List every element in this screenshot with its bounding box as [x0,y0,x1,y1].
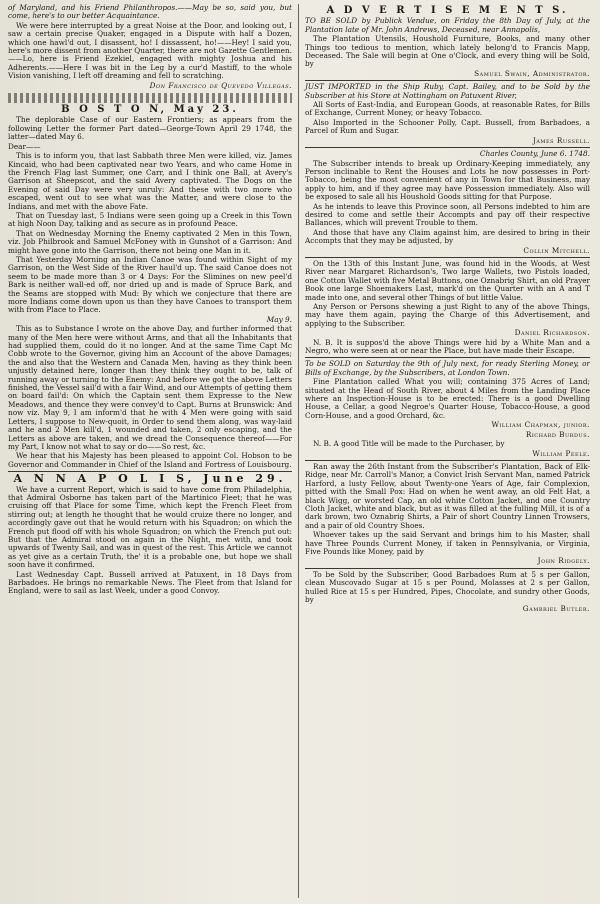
advert-runaway [305,463,590,566]
advert-signature: Collin Mitchell. [523,245,590,255]
advert-body: Also Imported in the Schooner Polly, Capt. Bussell, from Barbadoes, a Parcel of Rum and Sugar. [305,117,590,136]
advert-body: Fine Plantation called What you will; containing 375 Acres of Land; situated at the Head of South River, about 4 Miles from the Landing Place where an Inspection-House is to be erected: There is a good Dwelling House, a Cellar, a good Negroe's Quarter House, Tobacco-House, a good Corn-House, and a good Orchard, &c. [305,377,590,420]
page-columns [8,4,594,898]
advert-signature: John Ridgely. [537,556,590,566]
advert-ordinary-keeping [305,150,590,255]
boston-paragraph: That on Wednesday Morning the Enemy captivated 2 Men in this Town, viz. Job Philbrook and Samuel McFoney with in Gunshot of a Garrison: And might have gone into the Garrison, there not being one Man in it. [8,228,292,255]
advert-body: To be Sold by the Subscriber, Good Barbadoes Rum at 5 s per Gallon, clean Muscovado Sugar at 15 s per Pound, Molasses at 2 s per Gallon, hulled Rice at 15 s per Hundred, Pipes, Chocolate, and sundry other Goods, by [305,569,590,604]
advert-rum-sugar [305,571,590,614]
advert-signature: Richard Burdus. [525,429,590,439]
advert-title: TO BE SOLD by Publick Vendue, on Friday the 8th Day of July, at the Plantation late of Mr. John Andrews, Deceased, near Annapolis, [305,16,590,34]
advert-title: JUST IMPORTED in the Ship Ruby, Capt. Bailey, and to be Sold by the Subscriber at his Store at Nottingham on Patuxent River, [305,82,590,100]
advert-body: Whoever takes up the said Servant and brings him to his Master, shall have Three Pounds Current Money, if taken in Pennsylvania, or Virginia, Five Pounds like Money, paid by [305,530,590,556]
boston-paragraph: This is to inform you, that last Sabbath three Men were killed, viz. James Kincaid, who had been captivated near two Years, and who came Home in the French Flag last Summer, one Carr, and I think one Ball, at Avery's Garrison at Sheepscot, and the said Avery captivated. The Dogs on the Evening of said Day were very unruly: And these with two more who escaped, went out to see what was the Matter, and were close to the Indians, and met with the above Fate. [8,151,292,211]
boston-paragraph: We hear that his Majesty has been pleased to appoint Col. Hobson to be Governor and Commander in Chief of the Island and Fortress of Louisbourg. [8,451,292,469]
advert-body: Ran away the 26th Instant from the Subscriber's Plantation, Back of Elk-Ridge, near Mr. Carroll's Manor, a Convict Irish Servant Man, named Patrick Harford, a lusty Fellow, about Twenty-one Years of Age, fair Complexion, pitted with the Small Pox: Had on when he went away, an old Felt Hat, a black Wigg, or worsted Cap, an old white Cotton Jacket, and one Country Cloth Jacket, white and black, but as it was filled at the fulling Mill, it is of a dark brown, two Oznabrig Shirts, a Pair of short Country Linnen Trowsers, and a pair of old Country Shoes. [305,461,590,530]
intro-paragraph-2: We were here interrupted by a great Noise at the Door, and looking out, I saw a certain precise Quaker, engaged in a Dispute with half a Dozen, which one hawl'd out, I disassent, ho! I dissassent, ho!——Hey! I said you, here's more dissent from another Quarter, there are not Gazette Gentlemen.——Lo, here is Friend Ezekiel, engaged with mighty Joshua and his Adherents.——Here I was bit in the Leg by a cur'd Mastiff, to the whole Vision vanishing, I left off dreaming and fell to scratching. [8,20,292,81]
ornament-divider [8,93,292,103]
boston-paragraph: That on Tuesday last, 5 Indians were seen going up a Creek in this Town at high Noon Day, talking and as secure as in profound Peace. [8,210,292,229]
boston-paragraph: This as to Substance I wrote on the above Day, and further informed that many of the Men here were without Arms, and that all the Inhabitants that had supplied them, could do it no longer. And at the same Time Capt Mc Cobb wrote to the Governor, giving him an Account of the above Damages; the and also that the Western and Canada Men, having as they think been unjustly detained here, longer than they think they ought to be, talk of running away or turning to the Enemy: And before we got the above Letters finished, the Vessel sail'd with a fair Wind, and our Attempts of getting them on board fail'd: On which the Captain sent them Expresse to the New Meadows, and thence they were convey'd to Capt. Burns at Brunswick: And now viz. May 9, I am inform'd that he with 4 Men were going with said Letters, I suppose to New-quoit, in Order to send them along, was way-laid and he and 2 Men kill'd, 1 wounded and taken, 2 only escaping, and the Letters as above are taken, and we dread the Consequence thereof——For my Part, I know not what to say or do——So rest, &c. [8,324,292,451]
boston-paragraph: Dear—— [8,141,41,151]
left-column [8,4,299,898]
advert-body: Any Person or Persons shewing a just Right to any of the above Things, may have them again, paying the Charge of this Advertisement, and applying to the Subscriber. [305,302,590,328]
advert-body: The Plantation Utensils, Houshold Furniture, Books, and many other Things too tedious to mention, which lately belong'd to Francis Mapp, Deceased. The Sale will begin at One o'Clock, and every thing will be Sold, by [305,34,590,69]
advert-imported [305,83,590,145]
advert-vendue [305,17,590,78]
advert-body: On the 13th of this Instant June, was found hid in the Woods, at West River near Margaret Richardson's, Two large Wallets, two Pistols loaded, one Cotton Wallet with five Metal Buttons, one Oznabrig Shirt, an old Prayer Book one large Shoemakers Last, mark'd on the Quarter with an A and T made into one, and several other Things of but little Value. [305,258,590,302]
advert-rule [305,568,590,569]
annapolis-paragraph: We have a current Report, which is said to have come from Philadelphia, that Admiral Osborne has taken part of the Martinico Fleet; that he was cruising off that Place for some Time, which kept the French Fleet from stirring out; at length he thought that he would cruize there no longer, and accordingly gave out that he would return with his Squadron; on which the French put flood off with his whole Squadron; on which the French put out: But that the Admiral stood on again in the Night, met with, and took upwards of Twenty Sail, and was in quest of the rest. This Article we cannot as yet give as a certain Truth, the' it is a probable one, but hope we shall soon have it confirmed. [8,484,292,570]
advert-rule [305,357,590,358]
advert-signature: Gambriel Butler. [522,604,590,614]
advert-body: As he intends to leave this Province soon, all Persons indebted to him are desired to come and settle their Accompts and pay off their respective Ballances, which will prevent Trouble to them. [305,201,590,228]
advert-note: N. B. A good Title will be made to the Purchaser, by [313,439,505,449]
boston-paragraph: The deplorable Case of our Eastern Frontiers; as appears from the following Letter the former Part dated—George-Town April 29 1748, the latter—dated May 6. [8,115,292,142]
right-column [299,4,590,898]
boston-paragraph: That Yesterday Morning an Indian Canoe was found within Sight of my Garrison, on the West Side of the River haul'd up. The said Canoe does not seem to be made more than 3 or 4 Days: For the Slimines on new peel'd Bark is neither wall-ed off, nor dried up and is made of Spruce Bark, and the Seams are stopped with Mud: By which we conjecture that there are more Indians come down upon us than they have Canoes to transport them with from Place to Place. [8,254,292,315]
advert-body: And those that have any Claim against him, are desired to bring in their Accompts that they may be adjusted, by [305,227,590,246]
advert-signature: James Russell. [532,135,590,145]
advert-body: All Sorts of East-India, and European Goods, at reasonable Rates, for Bills of Exchange, Current Money, or heavy Tobacco. [305,100,590,118]
advert-title: To be SOLD on Saturday the 9th of July next, for ready Sterling Money, or Bills of Exchange, by the Subscribers, at London Town. [305,359,590,377]
intro-paragraph-1: of Maryland, and his Friend Philanthropos.——May be so, said you, but come, here's to our better Acquaintance. [8,4,292,21]
advert-signature: William Peele. [532,448,590,458]
annapolis-paragraph: Last Wednesday Capt. Bussell arrived at Patuxent, in 18 Days from Barbadoes. He brings no remarkable News. The Fleet from that Island for England, were to sail as last Week, under a good Convoy. [8,569,292,596]
advert-rule [305,147,590,148]
advert-body: The Subscriber intends to break up Ordinary-Keeping immediately, any Person inclinable to Rent the Houses and Lots he now possesses in Port-Tobacco, being the most convenient of any in Town for that Business, may apply to him, and if they agree may have Possession immediately. Also will be exposed to sale all his Houshold Goods sitting for that Purpose. [305,158,590,202]
boston-heading: B O S T O N, May 23. [61,104,239,116]
advert-rule [305,257,590,258]
intro-signature: Don Francisco de Quevedo Villegas. [149,80,292,90]
advert-signature: Daniel Richardson. [514,328,590,338]
advert-signature: Samuel Swain, Administrator. [474,68,590,78]
advert-found-items [305,260,590,355]
advert-rule [305,460,590,461]
advert-date: Charles County, June 6. 1748. [479,149,590,159]
annapolis-heading: A N N A P O L I S, June 29. [13,472,287,486]
advert-plantation-sale [305,360,590,457]
boston-date: May 9. [266,314,292,324]
advert-rule [305,80,590,81]
advert-note: N. B. It is suppos'd the above Things were hid by a White Man and a Negro, who were seen at or near the Place, but have made their Escape. [305,337,590,356]
advertisements-heading: A D V E R T I S E M E N T S. [326,5,569,16]
advert-signature: William Chapman, junior. [491,420,590,430]
